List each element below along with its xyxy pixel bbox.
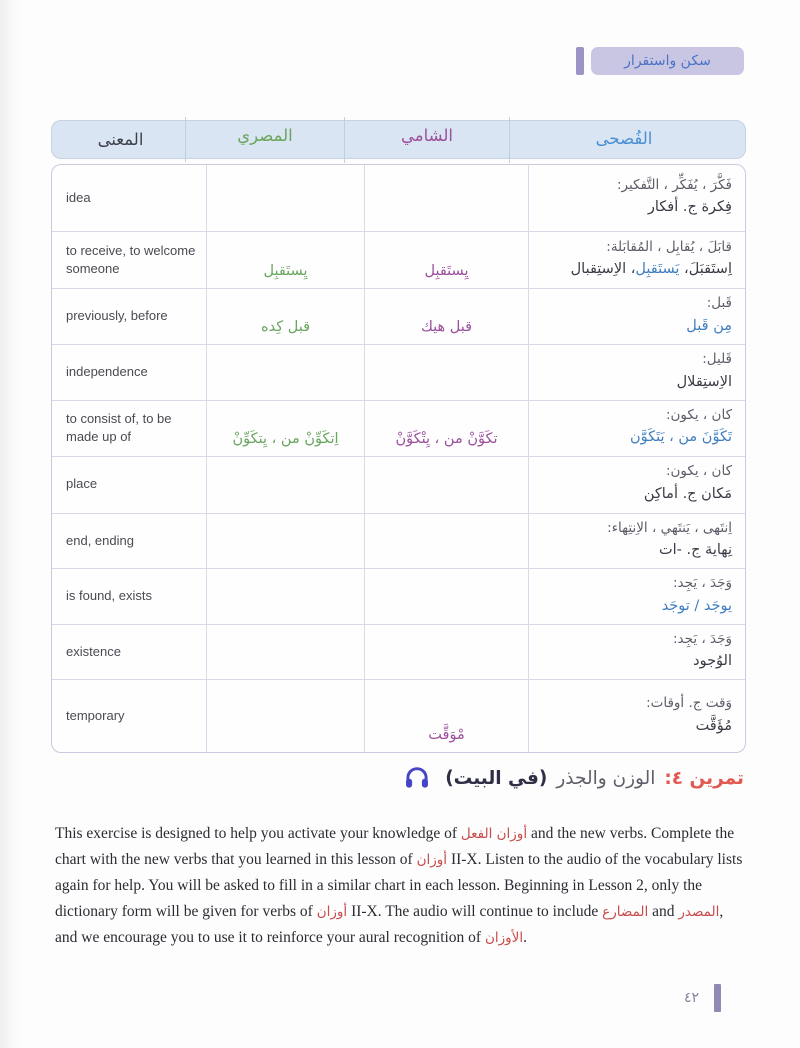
fusha-word: مَكان ج. أماكِن <box>643 485 732 502</box>
meaning-cell <box>52 457 207 513</box>
fusha-cell <box>529 569 745 624</box>
arabic-term: المضارع <box>602 903 649 920</box>
shami-cell <box>365 232 529 288</box>
fusha-root: وَقت ج. أوقات: <box>646 695 732 712</box>
meaning-cell <box>52 232 207 288</box>
fusha-word: نِهاية ج. -ات <box>658 542 732 559</box>
fusha-root: قابَلَ ، يُقابِل ، المُقابَلة: <box>606 238 732 255</box>
meaning-cell <box>52 680 207 752</box>
masri-word: قبل كِده <box>261 319 311 335</box>
fusha-word: تَكَوَّنَ من ، يَتَكَوَّن <box>629 429 732 446</box>
fusha-root: كان ، يكون: <box>665 406 732 423</box>
table-body <box>51 164 746 753</box>
meaning-text: place <box>66 476 98 492</box>
masri-cell <box>207 457 365 513</box>
english-text: II-X. The audio will continue to include <box>347 902 603 920</box>
masri-cell <box>207 232 365 288</box>
fusha-word <box>535 259 732 280</box>
fusha-cell <box>529 345 745 400</box>
tab-tick-bar <box>576 47 584 75</box>
meaning-cell <box>52 625 207 680</box>
meaning-text: previously, before <box>66 308 168 324</box>
meaning-text: to receive, to welcome someone <box>66 242 196 276</box>
meaning-cell <box>52 569 207 624</box>
shami-cell <box>365 165 529 231</box>
fusha-root: كان ، يكون: <box>665 463 732 480</box>
table-header-row <box>51 120 746 159</box>
shami-word: مْوَقَّت <box>428 727 465 744</box>
fusha-cell <box>529 289 745 344</box>
fusha-root: اِنتَهى ، يَنتَهي ، الاِنتِهاء: <box>607 519 732 536</box>
exercise-number: تمرين ٤: <box>664 767 744 789</box>
masri-cell <box>207 514 365 569</box>
table-row <box>52 289 745 345</box>
masri-cell <box>207 401 365 456</box>
meaning-text: end, ending <box>66 532 134 548</box>
table-row <box>52 680 745 752</box>
english-text: and <box>648 902 679 920</box>
exercise-heading <box>402 764 744 792</box>
header-masri: المصري <box>186 117 345 163</box>
arabic-term: أوزان <box>316 903 348 920</box>
meaning-text: to consist of, to be made up of <box>66 410 172 445</box>
fusha-word: مِن قَبل <box>686 317 732 334</box>
fusha-root: وَجَدَ ، يَجِد: <box>673 575 732 592</box>
fusha-cell <box>529 232 745 288</box>
masri-cell <box>207 680 365 752</box>
shami-word: قبل هيك <box>420 319 473 335</box>
arabic-term: أوزان <box>416 851 448 868</box>
english-text: . <box>523 928 527 946</box>
arabic-term: المصدر <box>678 903 720 920</box>
english-text: , and we encourage you to use it to reinforce your aural recognition of <box>55 902 724 946</box>
masri-cell <box>207 569 365 624</box>
fusha-word: مُؤَقَّت <box>695 717 732 734</box>
chapter-tab-label: سكن واستقرار <box>624 53 711 69</box>
meaning-cell <box>52 514 207 569</box>
shami-cell <box>365 625 529 680</box>
arabic-term: الأوزان <box>484 929 524 946</box>
fusha-word: الوُجود <box>693 653 732 670</box>
fusha-word-part: يَستَقبِل <box>635 261 680 278</box>
shami-cell <box>365 680 529 752</box>
arabic-term: أوزان الفعل <box>460 825 528 842</box>
page-number-bar <box>714 984 721 1012</box>
header-shami: الشامي <box>345 117 510 163</box>
shami-word: تكَوَّنْ من ، يِتْكَوَّنْ <box>395 430 498 447</box>
fusha-root: قَليل: <box>702 351 732 367</box>
exercise-title: الوزن والجذر <box>556 767 656 789</box>
chapter-tab-label-box <box>591 47 744 75</box>
meaning-text: idea <box>66 189 91 205</box>
shami-cell <box>365 401 529 456</box>
meaning-text: is found, exists <box>66 588 152 604</box>
shami-cell <box>365 345 529 400</box>
table-row <box>52 457 745 514</box>
meaning-text: temporary <box>66 708 125 724</box>
table-row <box>52 165 745 232</box>
meaning-text: independence <box>66 364 148 380</box>
table-row <box>52 401 745 457</box>
masri-cell <box>207 625 365 680</box>
meaning-cell <box>52 401 207 456</box>
shami-cell <box>365 514 529 569</box>
meaning-cell <box>52 345 207 400</box>
shami-cell <box>365 289 529 344</box>
exercise-paragraph <box>55 821 747 951</box>
page-number: ٤٢ <box>684 990 700 1006</box>
fusha-root: وَجَدَ ، يَجِد: <box>673 630 732 647</box>
headphones-icon <box>402 764 432 792</box>
table-row <box>52 514 745 570</box>
header-meaning: المعنى <box>52 117 186 162</box>
meaning-text: existence <box>66 643 121 659</box>
english-text: and the new verbs. Complete the chart with the new verbs that you learned in this lesson of <box>55 824 735 868</box>
masri-word: اِتكَوِّنْ من ، يِتكَوِّنْ <box>232 430 339 447</box>
table-row <box>52 625 745 681</box>
fusha-word-part: ، الاِستِقبال <box>570 261 636 278</box>
english-text: This exercise is designed to help you activate your knowledge of <box>55 824 461 842</box>
shami-cell <box>365 457 529 513</box>
table-row <box>52 569 745 625</box>
english-text: II-X. Listen to the audio of the vocabulary lists again for help. You will be asked to fill in a similar chart in each lesson. Beginning in Lesson 2, only the dictionary form will be given for verbs of <box>55 850 743 920</box>
masri-word: يِستَقبِل <box>263 263 308 279</box>
masri-cell <box>207 345 365 400</box>
meaning-cell <box>52 289 207 344</box>
fusha-word-part: اِستَقبَلَ، <box>679 261 732 278</box>
fusha-cell <box>529 625 745 680</box>
shami-word: يِستَقبِل <box>424 263 469 279</box>
page-number-footer <box>684 984 721 1012</box>
vocabulary-table <box>51 120 746 753</box>
fusha-cell <box>529 165 745 231</box>
fusha-root: فَكَّرَ ، يُفَكِّر ، التَّفكير: <box>616 176 732 193</box>
fusha-cell <box>529 514 745 569</box>
shami-cell <box>365 569 529 624</box>
masri-cell <box>207 165 365 231</box>
masri-cell <box>207 289 365 344</box>
fusha-cell <box>529 401 745 456</box>
fusha-word: يوجَد / توجَد <box>661 597 732 614</box>
exercise-location: (في البيت) <box>445 767 548 789</box>
fusha-word: فِكرة ج. أفكار <box>647 199 732 216</box>
fusha-cell <box>529 680 745 752</box>
meaning-cell <box>52 165 207 231</box>
fusha-root: قَبل: <box>706 295 732 312</box>
table-row <box>52 345 745 401</box>
chapter-tab <box>576 47 744 75</box>
fusha-word: الاِستِقلال <box>676 373 732 390</box>
fusha-cell <box>529 457 745 513</box>
header-fusha: الفُصحى <box>595 129 653 148</box>
table-row <box>52 232 745 289</box>
